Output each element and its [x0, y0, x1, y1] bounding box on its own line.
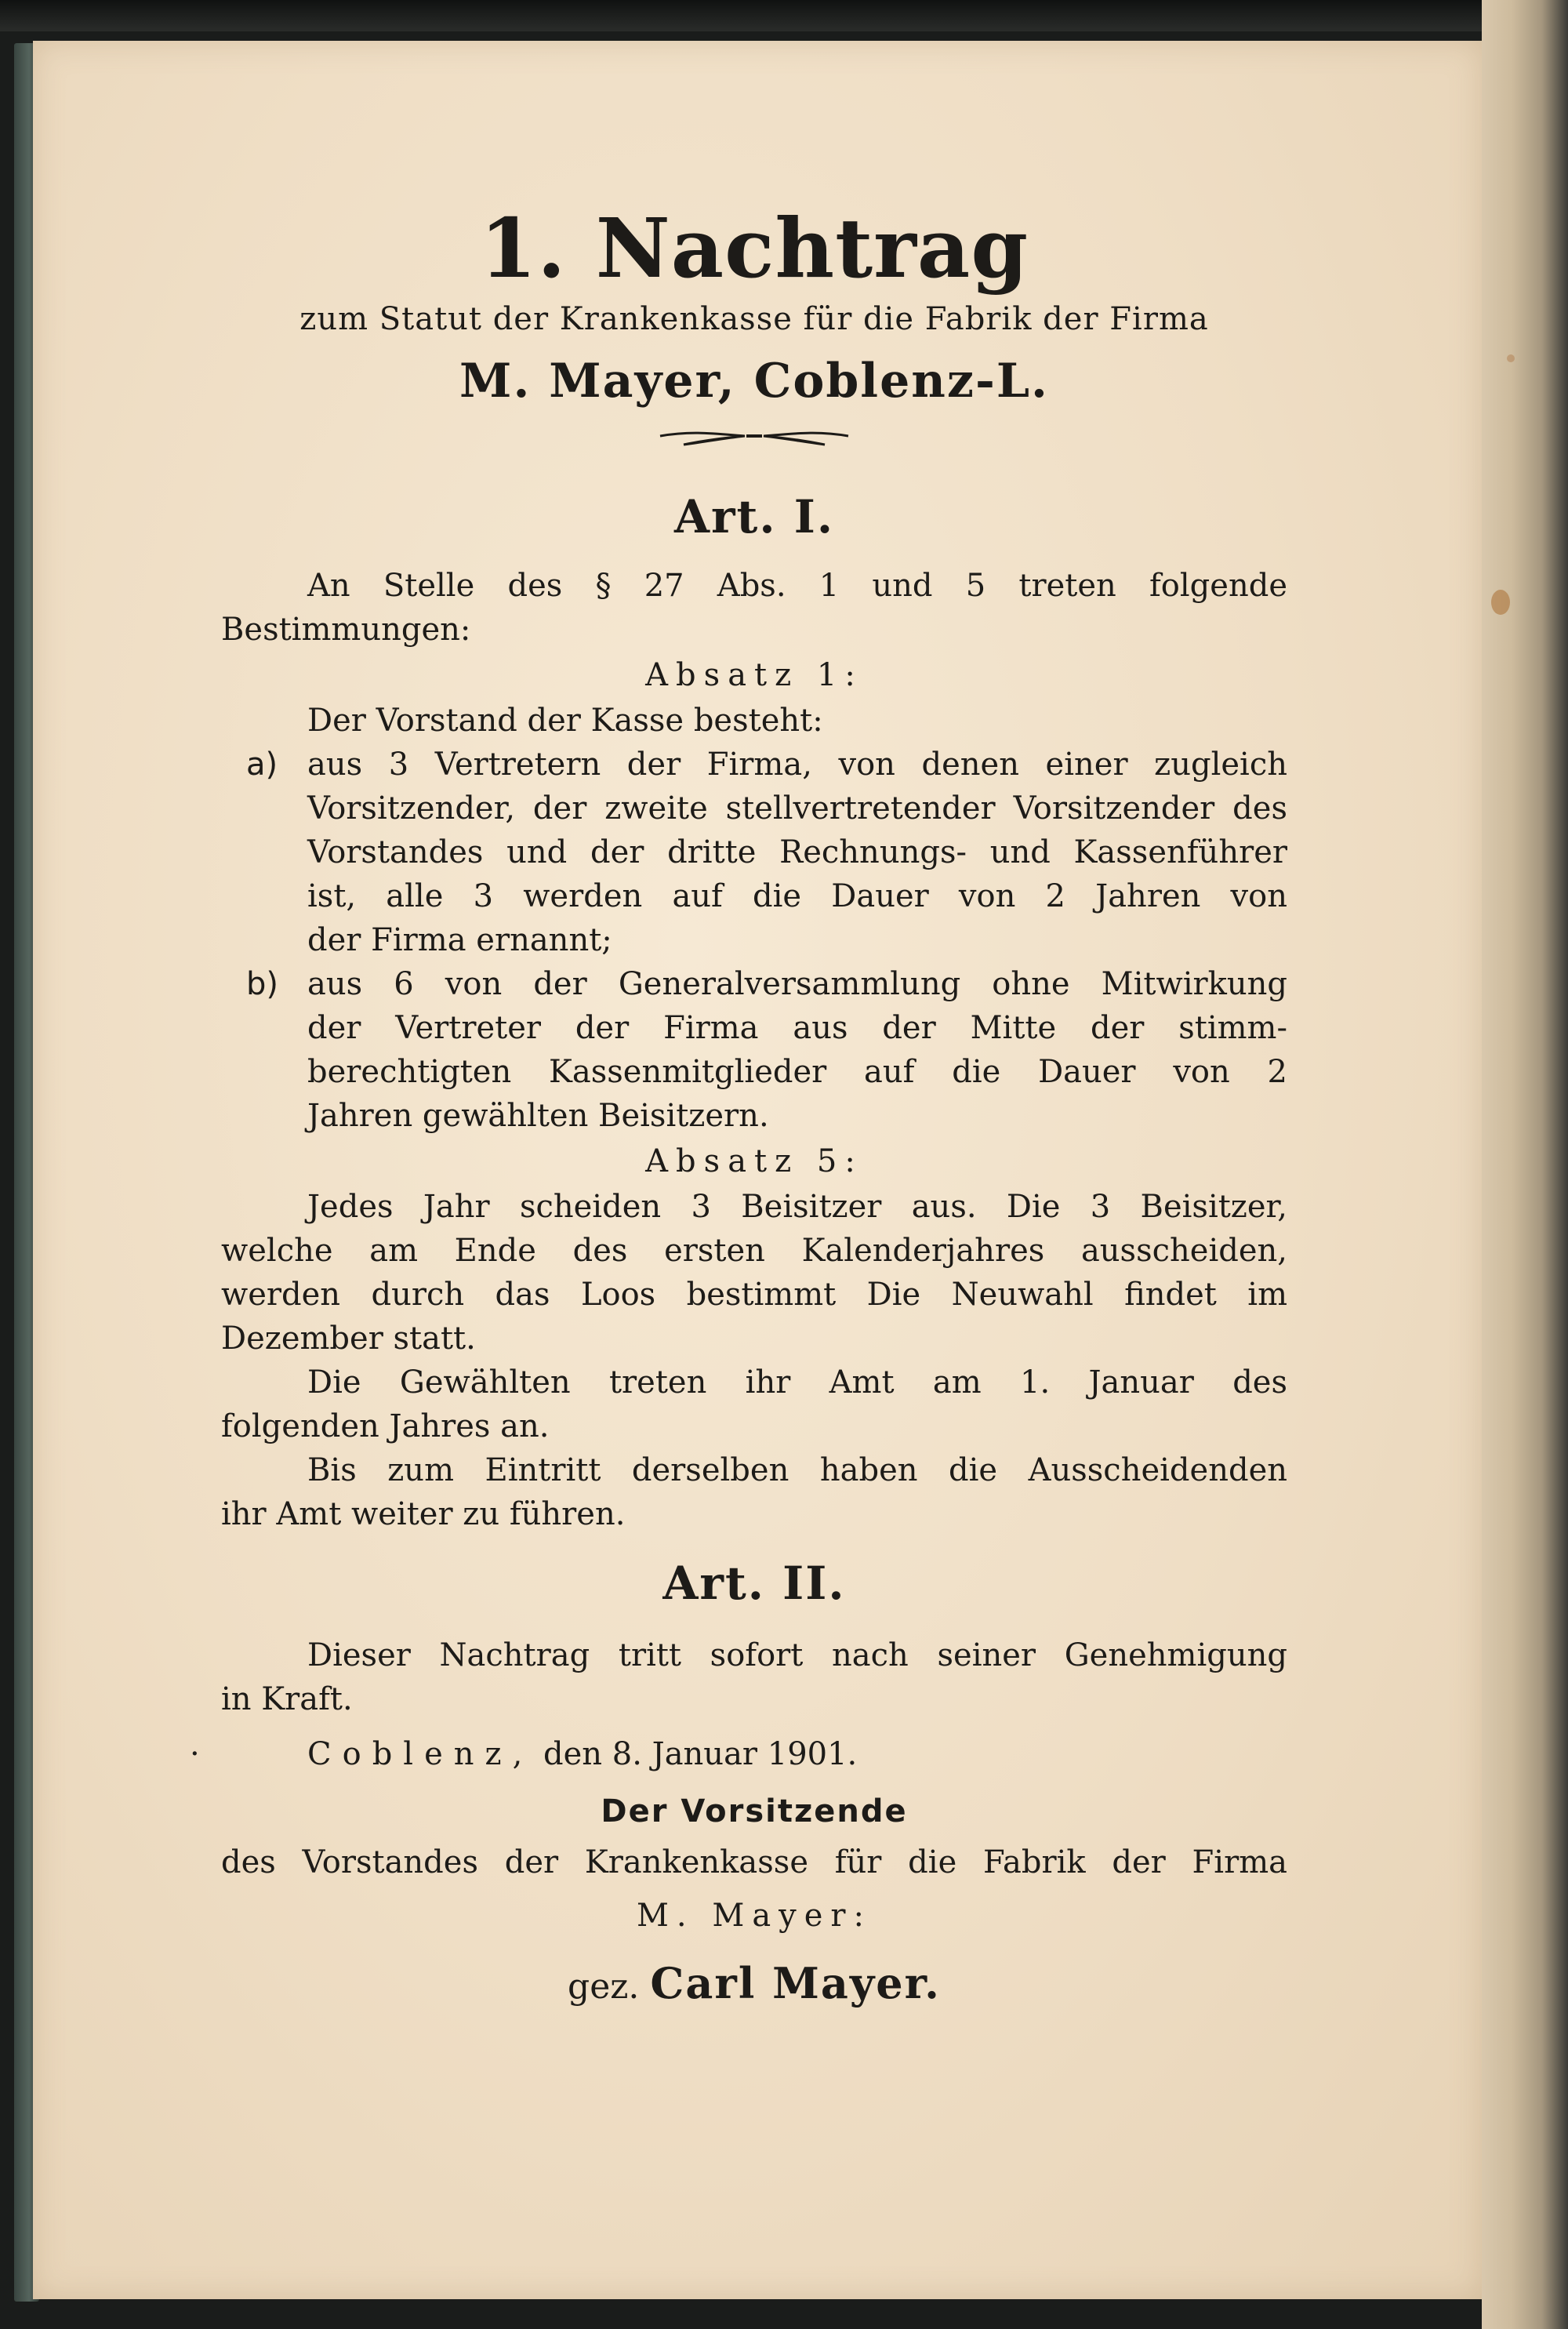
article-2-line: in Kraft.: [221, 1681, 353, 1718]
absatz-5-line: welche am Ende des ersten Kalenderjahres ausscheiden,: [221, 1233, 1287, 1270]
firm-name: M. Mayer, Coblenz-L.: [459, 354, 1049, 409]
list-item-line: Vorsitzender, der zweite stellvertretender Vorsitzender des: [307, 790, 1287, 827]
absatz-5-line: ihr Amt weiter zu führen.: [221, 1496, 626, 1533]
date-location: Coblenz,: [307, 1736, 534, 1773]
date-line: [190, 1732, 1287, 1776]
scan-background-top: [0, 0, 1568, 31]
absatz-5-line: Die Gewählten treten ihr Amt am 1. Januar des: [307, 1364, 1287, 1401]
list-item-a: [221, 743, 1287, 962]
list-marker-b: b): [246, 966, 278, 1003]
paper-stain: [1491, 590, 1510, 615]
list-item-line: Jahren gewählten Beisitzern.: [307, 1098, 769, 1135]
article-2-line: Dieser Nachtrag tritt sofort nach seiner Genehmigung: [307, 1637, 1287, 1674]
signature-line: des Vorstandes der Krankenkasse für die Fabrik der Firma: [221, 1844, 1287, 1881]
signature-name: Carl Mayer.: [650, 1958, 941, 2009]
absatz-5-line: Dezember statt.: [221, 1321, 476, 1357]
signature-title: Der Vorsitzende: [601, 1793, 908, 1830]
document-page: [33, 41, 1482, 2299]
list-item-line: der Firma ernannt;: [307, 922, 612, 959]
ornament-divider: [652, 423, 856, 449]
article-1-heading: Art. I.: [673, 490, 835, 544]
margin-dot: ·: [190, 1736, 200, 1773]
article-1-intro-line: Bestimmungen:: [221, 612, 471, 649]
absatz-5-line: Jedes Jahr scheiden 3 Beisitzer aus. Die 3 Beisitzer,: [307, 1189, 1287, 1226]
subtitle: zum Statut der Krankenkasse für die Fabrik der Firma: [299, 301, 1209, 338]
paper-stain: [1507, 354, 1515, 362]
list-item-line: aus 6 von der Generalversammlung ohne Mitwirkung: [307, 966, 1287, 1003]
list-item-line: ist, alle 3 werden auf die Dauer von 2 Jahren von: [307, 878, 1287, 915]
page-title: 1. Nachtrag: [479, 200, 1029, 296]
signature-prefix: gez.: [568, 1967, 640, 2007]
list-marker-a: a): [246, 747, 278, 783]
list-item-line: berechtigten Kassenmitglieder auf die Dauer von 2: [307, 1054, 1287, 1091]
absatz-5-label: Absatz 5:: [645, 1143, 863, 1180]
absatz-1-intro: Der Vorstand der Kasse besteht:: [307, 703, 823, 739]
absatz-5-line: werden durch das Loos bestimmt Die Neuwahl findet im: [221, 1277, 1287, 1313]
signature-firm: M. Mayer:: [636, 1898, 873, 1935]
list-item-line: der Vertreter der Firma aus der Mitte der stimm-: [307, 1010, 1287, 1047]
date-text: den 8. Januar 1901.: [543, 1736, 858, 1773]
article-1-intro-line: An Stelle des § 27 Abs. 1 und 5 treten folgende: [307, 568, 1287, 605]
article-2-heading: Art. II.: [662, 1557, 846, 1611]
list-item-line: aus 3 Vertretern der Firma, von denen einer zugleich: [307, 747, 1287, 783]
absatz-5-line: folgenden Jahres an.: [221, 1408, 550, 1445]
absatz-5-line: Bis zum Eintritt derselben haben die Ausscheidenden: [307, 1452, 1287, 1489]
document-content: [190, 174, 1287, 2009]
absatz-1-label: Absatz 1:: [645, 657, 863, 694]
page-edge-right: [1482, 0, 1568, 2329]
list-item-line: Vorstandes und der dritte Rechnungs- und Kassenführer: [307, 834, 1287, 871]
signature-name-line: [221, 1958, 1287, 2008]
list-item-b: [221, 962, 1287, 1138]
